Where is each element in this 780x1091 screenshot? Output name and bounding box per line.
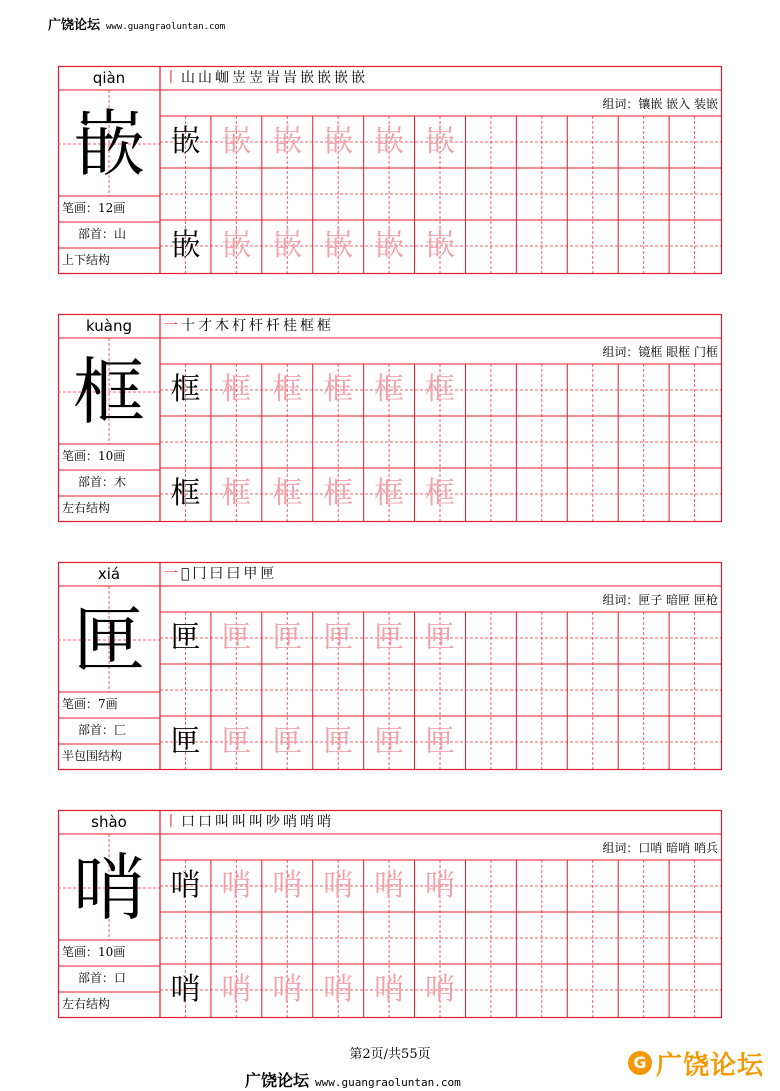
stroke-step: 十 bbox=[181, 318, 195, 334]
stroke-step: 曰 bbox=[209, 566, 224, 582]
character-sheet bbox=[58, 66, 722, 274]
stroke-step: 丨 bbox=[164, 70, 178, 86]
trace-character: 框 bbox=[221, 372, 252, 407]
trace-character: 框 bbox=[323, 476, 354, 511]
header-brand: 广饶论坛 bbox=[48, 18, 101, 33]
stroke-step: 嵌 bbox=[317, 70, 331, 86]
logo-text: 广饶论坛 bbox=[656, 1050, 765, 1081]
stroke-step: 哨 bbox=[317, 814, 331, 830]
trace-character: 嵌 bbox=[221, 124, 252, 159]
stroke-step: 冂 bbox=[192, 566, 207, 582]
trace-character: 哨 bbox=[272, 868, 303, 903]
footer-brand: 广饶论坛 bbox=[245, 1071, 310, 1090]
model-character: 匣 bbox=[72, 598, 145, 682]
trace-character: 匣 bbox=[425, 724, 456, 759]
character-sheet bbox=[58, 810, 722, 1018]
trace-character: 嵌 bbox=[374, 228, 405, 263]
trace-character: 框 bbox=[221, 476, 252, 511]
stroke-step: 才 bbox=[198, 318, 212, 334]
trace-character: 哨 bbox=[374, 868, 405, 903]
stroke-step: 杆 bbox=[249, 318, 263, 334]
stroke-count: 笔画：10画 bbox=[62, 449, 126, 463]
stroke-step: 框 bbox=[300, 318, 314, 334]
trace-character: 哨 bbox=[323, 868, 354, 903]
sample-character: 匣 bbox=[170, 724, 201, 759]
stroke-order bbox=[164, 66, 365, 90]
sample-character: 哨 bbox=[170, 972, 201, 1007]
word-examples: 组词：口哨 暗哨 哨兵 bbox=[602, 841, 718, 855]
word-examples: 组词：镶嵌 嵌入 装嵌 bbox=[602, 97, 718, 111]
stroke-step: 峕 bbox=[266, 70, 280, 86]
trace-character: 哨 bbox=[323, 972, 354, 1007]
radical: 部首：口 bbox=[78, 971, 127, 985]
sample-character: 匣 bbox=[170, 620, 201, 655]
word-examples: 组词：镜框 眼框 门框 bbox=[602, 345, 718, 359]
stroke-step: 叫 bbox=[249, 814, 263, 830]
stroke-step: 丨 bbox=[164, 814, 178, 830]
stroke-step: 叫 bbox=[232, 814, 246, 830]
structure: 半包围结构 bbox=[62, 749, 123, 763]
stroke-step: 曰 bbox=[226, 566, 241, 582]
trace-character: 嵌 bbox=[272, 124, 303, 159]
trace-character: 匣 bbox=[323, 620, 354, 655]
stroke-step: 山 bbox=[181, 70, 195, 86]
stroke-step: 甲 bbox=[243, 566, 258, 582]
stroke-step: 𠂌 bbox=[181, 566, 190, 582]
word-examples: 组词：匣子 暗匣 匣枪 bbox=[602, 593, 718, 607]
trace-character: 嵌 bbox=[425, 124, 456, 159]
model-character: 嵌 bbox=[72, 102, 145, 186]
trace-character: 匣 bbox=[272, 724, 303, 759]
footer-url: www.guangraoluntan.com bbox=[315, 1076, 461, 1089]
trace-character: 嵌 bbox=[272, 228, 303, 263]
stroke-step: 岦 bbox=[232, 70, 246, 86]
stroke-step: 木 bbox=[215, 318, 229, 334]
radical: 部首：山 bbox=[78, 227, 127, 241]
structure: 左右结构 bbox=[62, 501, 111, 515]
structure: 左右结构 bbox=[62, 997, 111, 1011]
radical: 部首：木 bbox=[78, 475, 127, 489]
stroke-step: 桂 bbox=[283, 318, 297, 334]
stroke-step: 吵 bbox=[266, 814, 280, 830]
stroke-step: 叫 bbox=[215, 814, 229, 830]
pinyin: shào bbox=[91, 813, 127, 831]
sample-character: 嵌 bbox=[170, 228, 201, 263]
trace-character: 哨 bbox=[272, 972, 303, 1007]
trace-character: 框 bbox=[374, 372, 405, 407]
trace-character: 嵌 bbox=[425, 228, 456, 263]
stroke-step: 嵌 bbox=[334, 70, 348, 86]
header-url: www.guangraoluntan.com bbox=[106, 22, 226, 32]
stroke-step: 山 bbox=[198, 70, 212, 86]
trace-character: 匣 bbox=[221, 724, 252, 759]
structure: 上下结构 bbox=[62, 253, 111, 267]
stroke-order bbox=[164, 810, 331, 834]
trace-character: 匣 bbox=[374, 620, 405, 655]
stroke-count: 笔画：12画 bbox=[62, 201, 126, 215]
logo-mark-icon: G bbox=[628, 1051, 652, 1075]
pinyin: xiá bbox=[97, 565, 121, 583]
trace-character: 匣 bbox=[272, 620, 303, 655]
trace-character: 嵌 bbox=[221, 228, 252, 263]
stroke-step: 口 bbox=[181, 814, 195, 830]
stroke-count: 笔画：7画 bbox=[62, 697, 118, 711]
stroke-step: 嵌 bbox=[300, 70, 314, 86]
stroke-step: 一 bbox=[164, 566, 178, 582]
stroke-step: 杄 bbox=[266, 318, 280, 334]
stroke-step: 朾 bbox=[232, 318, 246, 334]
sample-character: 框 bbox=[170, 476, 201, 511]
stroke-step: 岦 bbox=[249, 70, 263, 86]
trace-character: 哨 bbox=[425, 868, 456, 903]
trace-character: 匣 bbox=[221, 620, 252, 655]
pinyin: kuàng bbox=[86, 317, 132, 335]
trace-character: 匣 bbox=[425, 620, 456, 655]
radical: 部首：匚 bbox=[78, 723, 127, 737]
character-sheet bbox=[58, 314, 722, 522]
trace-character: 哨 bbox=[374, 972, 405, 1007]
trace-character: 哨 bbox=[425, 972, 456, 1007]
character-sheet bbox=[58, 562, 722, 770]
trace-character: 匣 bbox=[323, 724, 354, 759]
stroke-step: 匣 bbox=[260, 566, 275, 582]
page-header bbox=[48, 14, 225, 34]
trace-character: 框 bbox=[272, 476, 303, 511]
pinyin: qiàn bbox=[92, 69, 126, 87]
trace-character: 框 bbox=[323, 372, 354, 407]
trace-character: 框 bbox=[272, 372, 303, 407]
trace-character: 嵌 bbox=[323, 124, 354, 159]
stroke-order bbox=[164, 562, 274, 586]
trace-character: 哨 bbox=[221, 972, 252, 1007]
trace-character: 嵌 bbox=[323, 228, 354, 263]
trace-character: 框 bbox=[374, 476, 405, 511]
sample-character: 哨 bbox=[170, 868, 201, 903]
stroke-step: 嵌 bbox=[351, 70, 365, 86]
footer-brand-line bbox=[245, 1068, 461, 1091]
page-number: 第2页/共55页 bbox=[349, 1047, 431, 1062]
stroke-step: 𡶐 bbox=[215, 70, 229, 86]
stroke-step: 框 bbox=[317, 318, 331, 334]
trace-character: 哨 bbox=[221, 868, 252, 903]
stroke-step: 哨 bbox=[283, 814, 297, 830]
trace-character: 嵌 bbox=[374, 124, 405, 159]
stroke-step: 哨 bbox=[300, 814, 314, 830]
model-character: 哨 bbox=[72, 846, 145, 930]
trace-character: 框 bbox=[425, 372, 456, 407]
trace-character: 匣 bbox=[374, 724, 405, 759]
sample-character: 框 bbox=[170, 372, 201, 407]
forum-logo bbox=[628, 1046, 764, 1080]
sample-character: 嵌 bbox=[170, 124, 201, 159]
trace-character: 框 bbox=[425, 476, 456, 511]
stroke-count: 笔画：10画 bbox=[62, 945, 126, 959]
stroke-step: 峕 bbox=[283, 70, 297, 86]
model-character: 框 bbox=[72, 350, 145, 434]
stroke-order bbox=[164, 314, 331, 338]
stroke-step: 口 bbox=[198, 814, 212, 830]
stroke-step: 一 bbox=[164, 318, 178, 334]
